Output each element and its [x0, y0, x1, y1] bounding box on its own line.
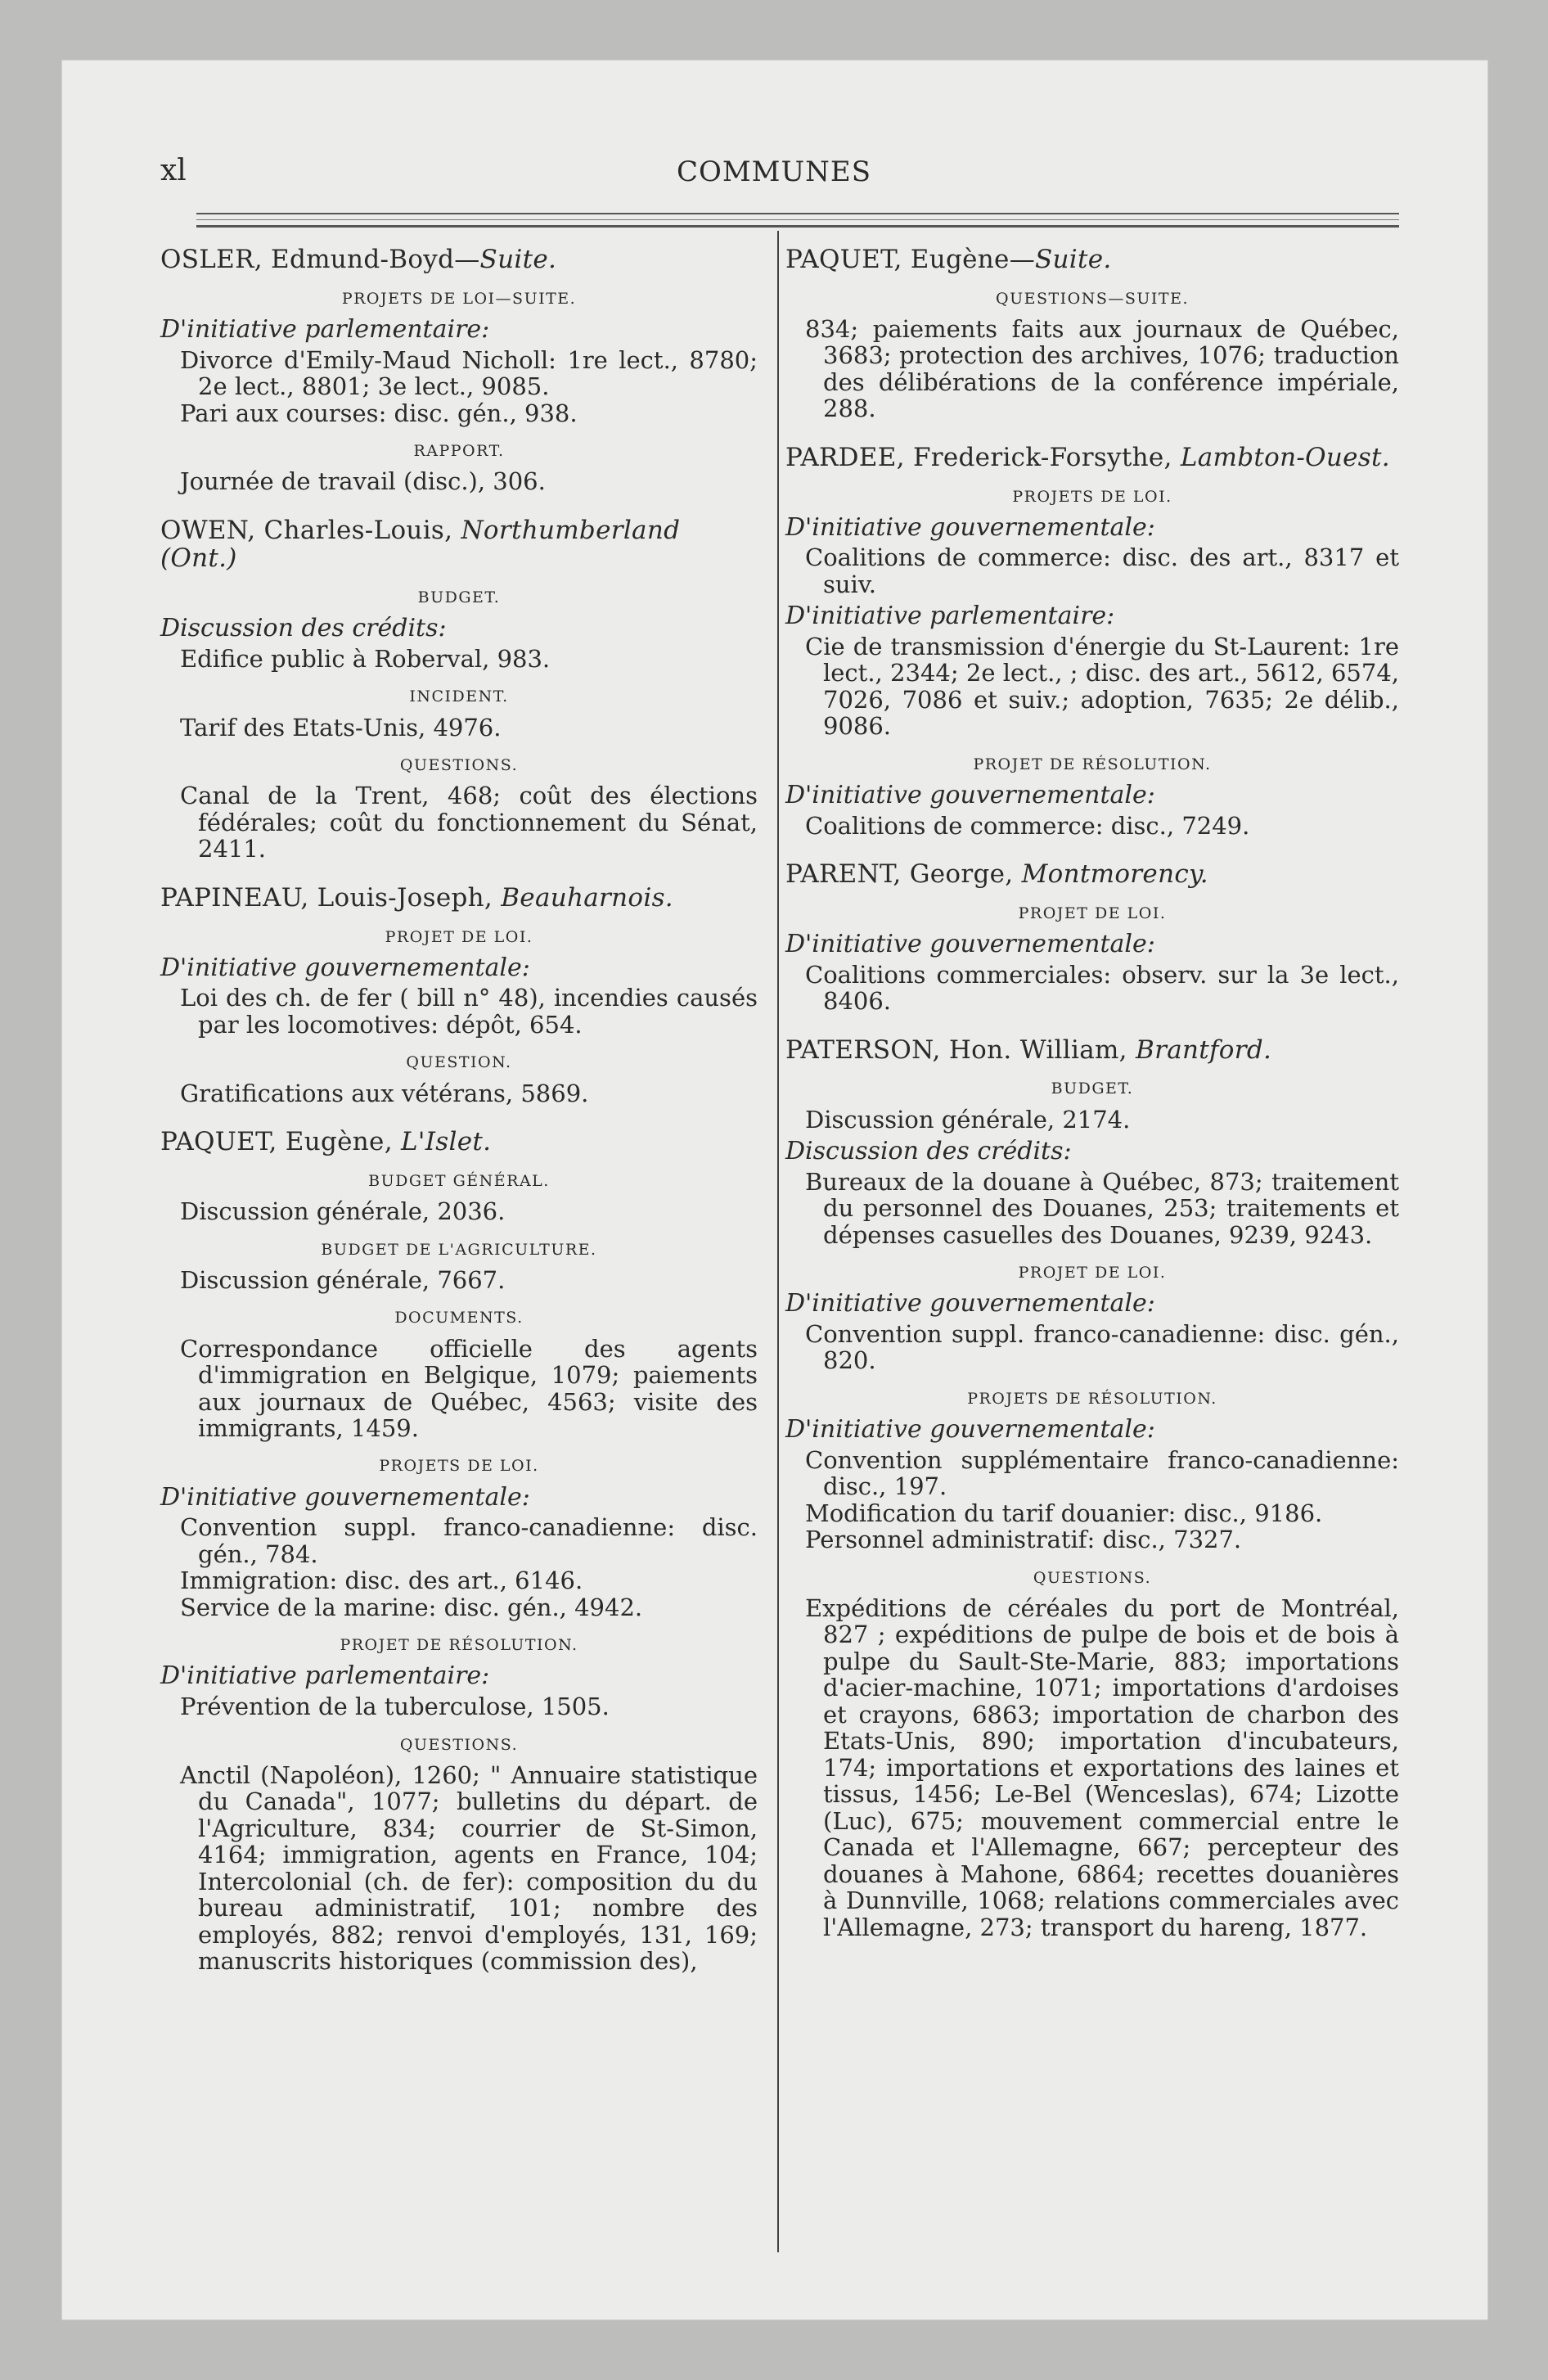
- index-item: Journée de travail (disc.), 306.: [180, 467, 546, 496]
- member-name: [785, 246, 1399, 274]
- category-label: D'initiative parlementaire:: [160, 1661, 490, 1691]
- category-label: D'initiative gouvernementale:: [160, 1482, 530, 1512]
- section-heading: PROJET DE LOI.: [1018, 1264, 1167, 1282]
- header-rule: [196, 213, 1399, 214]
- index-item: Prévention de la tuberculose, 1505.: [180, 1693, 610, 1721]
- section-heading: BUDGET.: [1051, 1080, 1134, 1098]
- member-riding: Brantford.: [1136, 1034, 1272, 1065]
- section-heading: PROJETS DE LOI.: [379, 1457, 539, 1476]
- member-name: [785, 1036, 1399, 1065]
- index-item: Canal de la Trent, 468; coût des élections fédérales; coût du fonctionnement du Sénat, 2411.: [180, 782, 758, 863]
- section-heading: PROJET DE LOI.: [385, 927, 533, 946]
- header-rule: [196, 225, 1399, 228]
- index-item: Cie de transmission d'énergie du St-Laurent: 1re lect., 2344; 2e lect., ; disc. des art., 5612, 6574, 7026, 7086 et suiv.; adoption, 7635; 2e délib., 9086.: [805, 632, 1399, 741]
- member-entry: [785, 444, 1399, 839]
- index-item: Loi des ch. de fer ( bill n° 48), incendies causés par les locomotives: dépôt, 654.: [180, 984, 758, 1039]
- index-item: Coalitions commerciales: observ. sur la 3e lect., 8406.: [805, 960, 1399, 1016]
- member-name: [160, 516, 758, 573]
- index-item: Discussion générale, 2174.: [805, 1105, 1131, 1134]
- index-item: Correspondance officielle des agents d'immigration en Belgique, 1079; paiements aux journaux de Québec, 4563; visite des immigrants, 1459.: [180, 1334, 758, 1442]
- section-heading: QUESTIONS—SUITE.: [996, 289, 1189, 308]
- category-label: D'initiative gouvernementale:: [160, 953, 530, 982]
- section-heading: PROJET DE LOI.: [1018, 904, 1167, 922]
- member-entry: [160, 1128, 758, 1974]
- member-riding: Suite.: [1035, 245, 1112, 274]
- member-entry: [160, 516, 758, 863]
- member-entry: [785, 1036, 1399, 1941]
- member-name: [785, 444, 1399, 472]
- section-heading: BUDGET GÉNÉRAL.: [368, 1171, 550, 1190]
- section-heading: BUDGET DE L'AGRICULTURE.: [321, 1240, 597, 1259]
- member-riding: Lambton-Ouest.: [1180, 442, 1390, 472]
- category-label: D'initiative parlementaire:: [785, 602, 1115, 631]
- section-heading: INCIDENT.: [409, 687, 509, 706]
- left-column: [160, 246, 758, 1975]
- section-heading: PROJETS DE LOI—SUITE.: [341, 289, 577, 308]
- member-riding: Montmorency.: [1021, 859, 1208, 890]
- index-item: Pari aux courses: disc. gén., 938.: [180, 399, 578, 427]
- member-name-text: PARDEE, Frederick-Forsythe,: [785, 442, 1181, 472]
- member-riding: L'Islet.: [401, 1127, 492, 1157]
- index-item: Expéditions de céréales du port de Montréal, 827 ; expéditions de pulpe de bois et de bois à pulpe du Sault-Ste-Marie, 883; importations d'acier-machine, 1071; importations d'ardoises et crayons, 6863; importation de charbon des Etats-Unis, 890; importation d'incubateurs, 174; importations et exportations des laines et tissus, 1456; Le-Bel (Wenceslas), 674; Lizotte (Luc), 675; mouvement commercial entre le Canada et l'Allemagne, 667; percepteur des douanes à Mahone, 6864; recettes douanières à Dunnville, 1068; relations commerciales avec l'Allemagne, 273; transport du hareng, 1877.: [805, 1593, 1399, 1941]
- index-item: Divorce d'Emily-Maud Nicholl: 1re lect., 8780; 2e lect., 8801; 3e lect., 9085.: [180, 345, 758, 401]
- category-label: D'initiative gouvernementale:: [785, 512, 1155, 542]
- category-label: D'initiative parlementaire:: [160, 314, 490, 344]
- section-heading: PROJETS DE LOI.: [1012, 487, 1172, 506]
- index-item: Convention supplémentaire franco-canadienne: disc., 197.: [805, 1445, 1399, 1501]
- member-name-text: OSLER, Edmund-Boyd—: [160, 245, 480, 274]
- section-heading: RAPPORT.: [413, 441, 505, 460]
- index-item: Modification du tarif douanier: disc., 9186.: [805, 1499, 1323, 1527]
- right-column: [785, 246, 1399, 1941]
- member-entry: [160, 246, 758, 495]
- section-heading: QUESTION.: [406, 1053, 512, 1072]
- index-item: Discussion générale, 7667.: [180, 1265, 506, 1294]
- running-head: COMMUNES: [676, 156, 872, 188]
- member-entry: [160, 884, 758, 1107]
- header-rule: [196, 219, 1399, 220]
- section-heading: QUESTIONS.: [399, 1735, 519, 1754]
- category-label: D'initiative gouvernementale:: [785, 1415, 1155, 1445]
- index-item: Gratifications aux vétérans, 5869.: [180, 1079, 589, 1107]
- column-divider: [777, 231, 779, 2252]
- index-item: Service de la marine: disc. gén., 4942.: [180, 1593, 643, 1621]
- member-riding: Suite.: [479, 245, 557, 274]
- member-name-text: PAQUET, Eugène,: [160, 1127, 402, 1157]
- member-riding: Northumberland (Ont.): [160, 515, 681, 574]
- index-item: Anctil (Napoléon), 1260; " Annuaire statistique du Canada", 1077; bulletins du départ. de l'Agriculture, 834; courrier de St-Simon, 4164; immigration, agents en France, 104; Intercolonial (ch. de fer): composition du du bureau administratif, 101; nombre des employés, 882; renvoi d'employés, 131, 169; manuscrits historiques (commission des),: [180, 1760, 758, 1976]
- member-name: [160, 246, 758, 274]
- member-name-text: PAQUET, Eugène—: [785, 245, 1035, 274]
- section-heading: PROJET DE RÉSOLUTION.: [340, 1636, 578, 1655]
- section-heading: QUESTIONS.: [1033, 1568, 1152, 1587]
- index-item: 834; paiements faits aux journaux de Québec, 3683; protection des archives, 1076; traduction des délibérations de la conférence impériale, 288.: [805, 314, 1399, 423]
- index-item: Edifice public à Roberval, 983.: [180, 645, 551, 674]
- index-item: Convention suppl. franco-canadienne: disc. gén., 784.: [180, 1513, 758, 1568]
- section-heading: PROJETS DE RÉSOLUTION.: [967, 1389, 1217, 1408]
- index-item: Bureaux de la douane à Québec, 873; traitement du personnel des Douanes, 253; traitements et dépenses casuelles des Douanes, 9239, 9243.: [805, 1167, 1399, 1249]
- index-item: Immigration: disc. des art., 6146.: [180, 1566, 583, 1595]
- section-heading: PROJET DE RÉSOLUTION.: [973, 755, 1212, 773]
- member-riding: Beauharnois.: [501, 882, 673, 913]
- category-label: D'initiative gouvernementale:: [785, 1289, 1155, 1318]
- member-name-text: OWEN, Charles-Louis,: [160, 515, 461, 545]
- section-heading: QUESTIONS.: [399, 756, 519, 775]
- member-name: [160, 1128, 758, 1156]
- category-label: Discussion des crédits:: [160, 614, 447, 643]
- index-item: Personnel administratif: disc., 7327.: [805, 1526, 1242, 1554]
- member-entry: [785, 860, 1399, 1015]
- member-name-text: PARENT, George,: [785, 859, 1022, 890]
- category-label: Discussion des crédits:: [785, 1137, 1072, 1166]
- member-name-text: PAPINEAU, Louis-Joseph,: [160, 882, 502, 913]
- section-heading: BUDGET.: [417, 588, 501, 607]
- member-name-text: PATERSON, Hon. William,: [785, 1034, 1136, 1065]
- index-item: Coalitions de commerce: disc. des art., 8317 et suiv.: [805, 543, 1399, 598]
- category-label: D'initiative gouvernementale:: [785, 781, 1155, 810]
- section-heading: DOCUMENTS.: [394, 1309, 524, 1327]
- member-name: [160, 884, 758, 913]
- index-item: Discussion générale, 2036.: [180, 1197, 506, 1226]
- member-entry: [785, 246, 1399, 422]
- index-item: Coalitions de commerce: disc., 7249.: [805, 811, 1250, 840]
- member-name: [785, 860, 1399, 889]
- index-item: Tarif des Etats-Unis, 4976.: [180, 713, 502, 741]
- category-label: D'initiative gouvernementale:: [785, 930, 1155, 959]
- index-item: Convention suppl. franco-canadienne: disc. gén., 820.: [805, 1320, 1399, 1375]
- page-number: xl: [160, 154, 187, 187]
